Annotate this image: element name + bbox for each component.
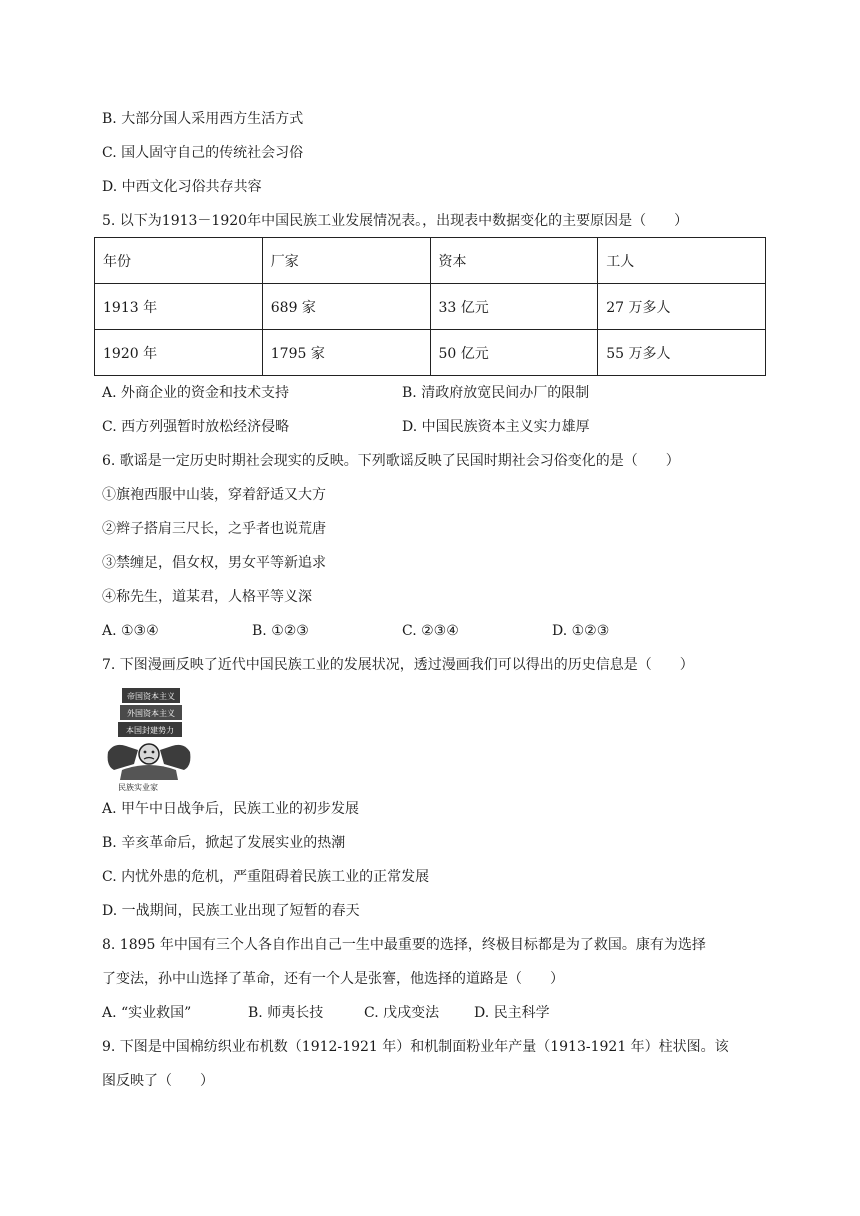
table-header-cell: 年份: [95, 238, 263, 284]
q5-option-c: C. 西方列强暂时放松经济侵略: [102, 419, 290, 435]
cartoon-label-2: 外国资本主义: [127, 709, 175, 718]
q8-option-d: D. 民主科学: [474, 1005, 550, 1021]
q6-item-1: ①旗袍西服中山装，穿着舒适又大方: [102, 487, 326, 503]
table-header-cell: 厂家: [262, 238, 430, 284]
table-cell: 50 亿元: [430, 330, 598, 376]
q8-stem-line-1: 8. 1895 年中国有三个人各自作出自己一生中最重要的选择，终极目标都是为了救国。康有为选择: [102, 937, 706, 953]
q8-option-b: B. 师夷长技: [248, 1005, 324, 1021]
q6-option-b: B. ①②③: [252, 623, 309, 639]
table-row: [95, 330, 766, 376]
q5-option-d: D. 中国民族资本主义实力雄厚: [402, 419, 590, 435]
q8-option-c: C. 戊戌变法: [364, 1005, 440, 1021]
q6-item-4: ④称先生，道某君，人格平等义深: [102, 589, 312, 605]
table-cell: 27 万多人: [598, 284, 766, 330]
q7-option-a: A. 甲午中日战争后，民族工业的初步发展: [102, 801, 360, 817]
table-cell: 55 万多人: [598, 330, 766, 376]
table-row: [95, 284, 766, 330]
q5-option-b: B. 清政府放宽民间办厂的限制: [402, 385, 590, 401]
q8-option-a: A. “实业救国”: [102, 1005, 192, 1021]
q7-option-c: C. 内忧外患的危机，严重阻碍着民族工业的正常发展: [102, 869, 430, 885]
table-cell: 1795 家: [262, 330, 430, 376]
table-header-cell: 工人: [598, 238, 766, 284]
q6-option-d: D. ①②③: [552, 623, 610, 639]
q7-option-b: B. 辛亥革命后，掀起了发展实业的热潮: [102, 835, 346, 851]
table-cell: 689 家: [262, 284, 430, 330]
table-cell: 33 亿元: [430, 284, 598, 330]
table-header-cell: 资本: [430, 238, 598, 284]
q6-option-a: A. ①③④: [102, 623, 159, 639]
table-cell: 1913 年: [95, 284, 263, 330]
q6-stem: 6. 歌谣是一定历史时期社会现实的反映。下列歌谣反映了民国时期社会习俗变化的是（ ）: [102, 453, 680, 469]
q6-option-c: C. ②③④: [402, 623, 459, 639]
q6-item-2: ②辫子搭肩三尺长，之乎者也说荒唐: [102, 521, 326, 537]
table-header-row: [95, 238, 766, 284]
q9-stem-line-2: 图反映了（ ）: [102, 1073, 214, 1089]
q6-item-3: ③禁缠足，倡女权，男女平等新追求: [102, 555, 326, 571]
q5-option-a: A. 外商企业的资金和技术支持: [102, 385, 290, 401]
cartoon-label-1: 帝国资本主义: [127, 692, 175, 701]
q5-stem: 5. 以下为1913－1920年中国民族工业发展情况表。，出现表中数据变化的主要原因是（ ）: [102, 213, 689, 229]
q4-option-d: D. 中西文化习俗共存共容: [102, 179, 262, 195]
q4-option-c: C. 国人固守自己的传统社会习俗: [102, 145, 304, 161]
q8-stem-line-2: 了变法，孙中山选择了革命，还有一个人是张謇，他选择的道路是（ ）: [102, 971, 564, 987]
cartoon-caption: 民族实业家: [118, 783, 158, 792]
q7-stem: 7. 下图漫画反映了近代中国民族工业的发展状况，透过漫画我们可以得出的历史信息是（ ）: [102, 657, 694, 673]
q4-option-b: B. 大部分国人采用西方生活方式: [102, 111, 304, 127]
cartoon-label-3: 本国封建势力: [126, 726, 174, 735]
q5-data-table: [94, 237, 766, 376]
cartoon-image: [104, 686, 228, 792]
table-cell: 1920 年: [95, 330, 263, 376]
q7-option-d: D. 一战期间，民族工业出现了短暂的春天: [102, 903, 360, 919]
q9-stem-line-1: 9. 下图是中国棉纺织业布机数（1912-1921 年）和机制面粉业年产量（1913-1921 年）柱状图。该: [102, 1039, 729, 1055]
